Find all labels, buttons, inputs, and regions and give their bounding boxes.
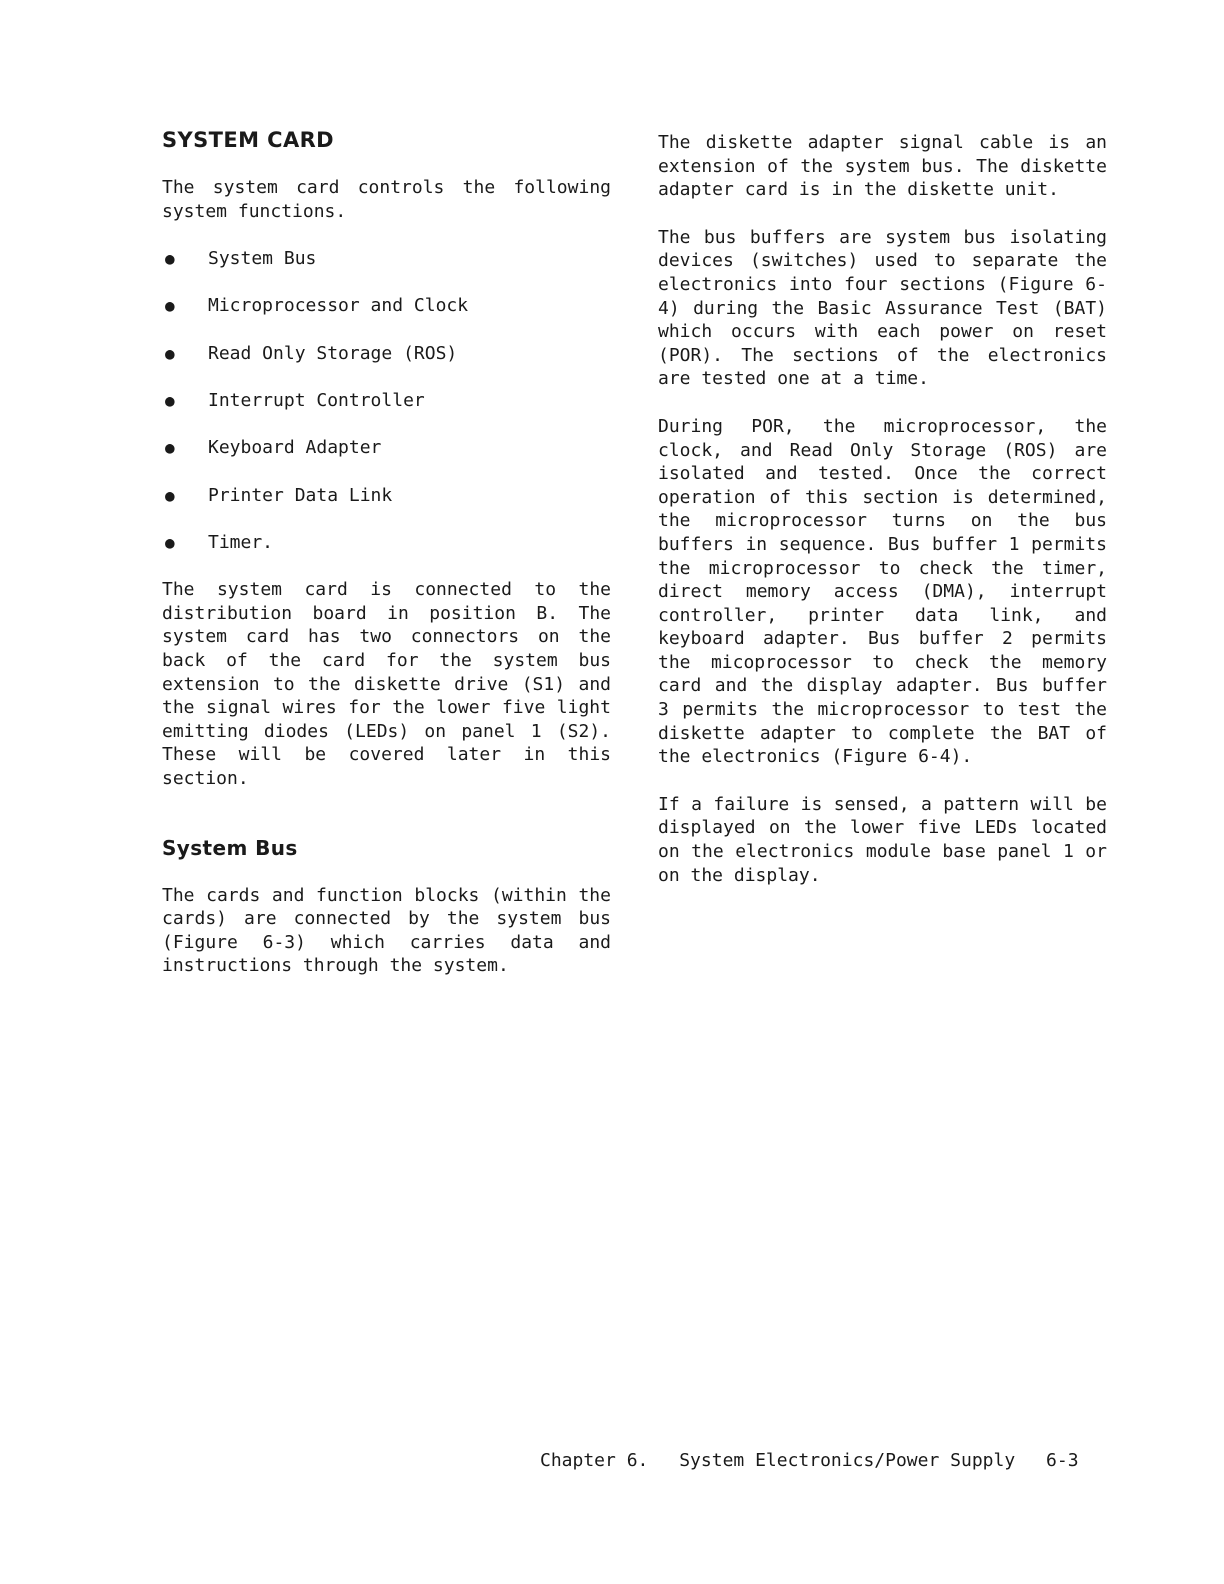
diskette-paragraph: The diskette adapter signal cable is an extension of the system bus. The diskette adapter card is in the diskette unit. [658, 132, 1107, 201]
list-item: ● System Bus [165, 248, 317, 270]
bullet-icon: ● [165, 532, 175, 552]
bullet-icon: ● [165, 438, 175, 458]
bullet-icon: ● [165, 485, 175, 505]
page-footer [540, 1449, 1112, 1473]
bullet-icon: ● [165, 296, 175, 316]
list-item: ● Read Only Storage (ROS) [165, 342, 458, 364]
failure-paragraph: If a failure is sensed, a pattern will be displayed on the lower five LEDs located on the electronics module base panel 1 or on the display. [658, 793, 1107, 886]
page-number: 6-3 [1046, 1450, 1079, 1471]
left-column [162, 128, 611, 978]
list-item: ● Microprocessor and Clock [165, 295, 469, 317]
connection-paragraph: The system card is connected to the distribution board in position B. The system card has two connectors on the back of the card for the system bus extension to the diskette drive (S1) and the signal wires for the lower five light emitting diodes (LEDs) on panel 1 (S2). These will be covered later in this section. [162, 579, 611, 789]
bullet-icon: ● [165, 343, 175, 363]
right-column [658, 131, 1107, 887]
bullet-icon: ● [165, 391, 175, 411]
por-paragraph: During POR, the microprocessor, the clock, and Read Only Storage (ROS) are isolated and tested. Once the correct operation of this section is determined, the microprocessor turns on the bus buffers in sequence. Bus buffer 1 permits the microprocessor to check the timer, direct memory access (DMA), interrupt controller, printer data link, and keyboard adapter. Bus buffer 2 permits the micoprocessor to check the memory card and the display adapter. Bus buffer 3 permits the microprocessor to test the diskette adapter to complete the BAT of the electronics (Figure 6-4). [658, 415, 1107, 768]
list-item: ● Printer Data Link [165, 484, 393, 506]
footer-chapter: Chapter 6. [540, 1450, 649, 1471]
footer-title: System Electronics/Power Supply [679, 1450, 1016, 1471]
bullet-icon: ● [165, 249, 175, 269]
section-heading: SYSTEM CARD [162, 128, 335, 152]
function-list [162, 247, 611, 554]
subheading-system-bus: System Bus [162, 835, 298, 860]
intro-paragraph: The system card controls the following system functions. [162, 177, 611, 222]
list-item: ● Keyboard Adapter [165, 437, 382, 459]
bus-buffers-paragraph: The bus buffers are system bus isolating devices (switches) used to separate the electronics into four sections (Figure 6-4) during the Basic Assurance Test (BAT) which occurs with each power on reset (POR). The sections of the electronics are tested one at a time. [658, 226, 1107, 390]
list-item: ● Timer. [165, 531, 274, 553]
system-bus-paragraph: The cards and function blocks (within the cards) are connected by the system bus (Figure 6-3) which carries data and instructions through the system. [162, 884, 611, 977]
list-item: ● Interrupt Controller [165, 390, 425, 412]
